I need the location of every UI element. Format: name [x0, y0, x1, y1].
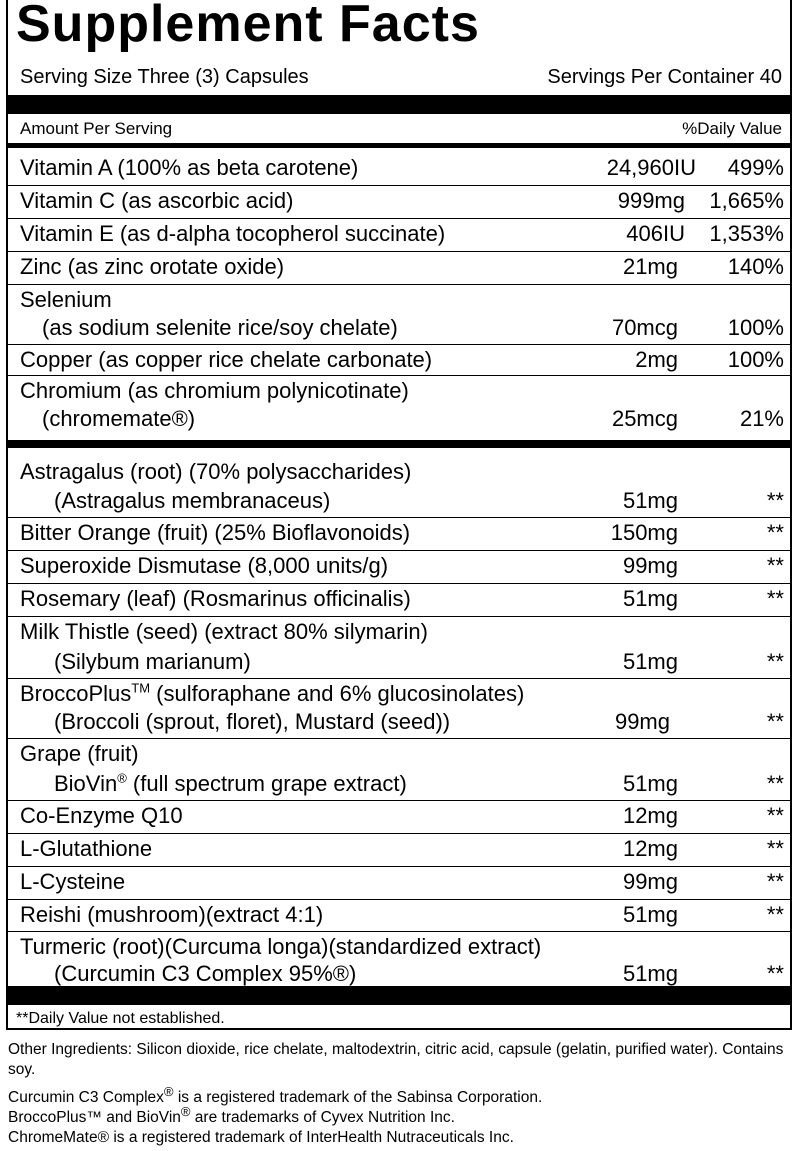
nutrient-name: Selenium: [20, 287, 112, 312]
nutrient-dv: 499%: [727, 155, 784, 180]
ingredient-row-grape: [8, 738, 790, 801]
supplement-facts-panel: [6, 0, 792, 1030]
nutrient-row-zinc: [8, 251, 790, 285]
ingredient-dv: **: [766, 586, 784, 611]
ingredient-name: L-Cysteine: [20, 869, 126, 894]
ingredient-row-turmeric: [8, 931, 790, 987]
ingredient-dv: **: [766, 902, 784, 927]
ingredient-row-bitter-orange: [8, 517, 790, 551]
ingredient-dv: **: [766, 709, 784, 734]
ingredient-dv: **: [766, 649, 784, 674]
daily-value-footnote: **Daily Value not established.: [16, 1010, 225, 1027]
ingredient-name: Turmeric (root)(Curcuma longa)(standardized extract): [20, 934, 542, 959]
nutrient-name: Copper (as copper rice chelate carbonate): [20, 347, 433, 372]
trademark-chromemate: ChromeMate® is a registered trademark of InterHealth Nutraceuticals Inc.: [8, 1129, 514, 1146]
ingredient-row-sod: [8, 550, 790, 584]
other-ingredients: Other Ingredients: Silicon dioxide, rice chelate, maltodextrin, citric acid, capsule (gelatin, purified water). Contains soy.: [8, 1041, 784, 1078]
divider-middle: [8, 440, 790, 448]
nutrient-name: Chromium (as chromium polynicotinate): [20, 378, 409, 403]
ingredient-name: Bitter Orange (fruit) (25% Bioflavonoids): [20, 520, 411, 545]
servings-per-container: Servings Per Container 40: [547, 66, 782, 88]
ingredient-row-coq10: [8, 800, 790, 834]
ingredient-amount: 51mg: [622, 586, 678, 611]
ingredient-name: BroccoPlus™ (sulforaphane and 6% glucosinolates): [20, 680, 525, 706]
nutrient-amount: 999mg: [617, 188, 685, 213]
ingredient-row-astragalus: [8, 456, 790, 517]
ingredient-row-broccoplus: [8, 678, 790, 739]
ingredient-row-milk-thistle: [8, 616, 790, 679]
ingredient-dv: **: [766, 771, 784, 796]
ingredient-amount: 99mg: [622, 553, 678, 578]
nutrient-dv: 1,353%: [709, 221, 784, 246]
nutrient-dv: 21%: [739, 406, 784, 431]
ingredient-dv: **: [766, 553, 784, 578]
ingredient-name: Rosemary (leaf) (Rosmarinus officinalis): [20, 586, 411, 611]
ingredient-source: BioVin® (full spectrum grape extract): [54, 770, 407, 796]
ingredient-amount: 99mg: [614, 709, 670, 734]
ingredient-dv: **: [766, 488, 784, 513]
ingredient-name: Co-Enzyme Q10: [20, 803, 183, 828]
nutrient-row-chromium: [8, 375, 790, 436]
nutrient-name: Vitamin A (100% as beta carotene): [20, 155, 359, 180]
ingredient-source: (Curcumin C3 Complex 95%®): [54, 961, 357, 986]
ingredient-row-cysteine: [8, 866, 790, 900]
ingredient-amount: 51mg: [622, 488, 678, 513]
trademark-curcumin: Curcumin C3 Complex® is a registered trademark of the Sabinsa Corporation.: [8, 1083, 543, 1106]
nutrient-dv: 140%: [727, 254, 784, 279]
thick-divider-top: [8, 95, 790, 114]
panel-title: Supplement Facts: [16, 0, 480, 53]
ingredient-amount: 12mg: [622, 803, 678, 828]
ingredient-dv: **: [766, 520, 784, 545]
ingredient-source: (Broccoli (sprout, floret), Mustard (seed)): [54, 709, 451, 734]
nutrient-amount: 70mcg: [611, 315, 678, 340]
ingredient-source: (Silybum marianum): [54, 649, 251, 674]
nutrient-row-vitamin-c: [8, 185, 790, 219]
nutrient-row-selenium: [8, 284, 790, 345]
ingredient-name: Reishi (mushroom)(extract 4:1): [20, 902, 324, 927]
ingredient-amount: 51mg: [622, 771, 678, 796]
ingredient-amount: 51mg: [622, 649, 678, 674]
divider-header: [8, 143, 790, 148]
nutrient-dv: 100%: [727, 347, 784, 372]
nutrient-row-vitamin-a: [8, 153, 790, 185]
nutrient-name: Vitamin C (as ascorbic acid): [20, 188, 294, 213]
nutrient-row-vitamin-e: [8, 218, 790, 252]
nutrient-name: Vitamin E (as d-alpha tocopherol succinate): [20, 221, 446, 246]
nutrient-source: (as sodium selenite rice/soy chelate): [42, 315, 398, 340]
ingredient-amount: 12mg: [622, 836, 678, 861]
ingredient-dv: **: [766, 803, 784, 828]
nutrient-dv: 100%: [727, 315, 784, 340]
ingredient-name: Astragalus (root) (70% polysaccharides): [20, 459, 412, 484]
serving-size: Serving Size Three (3) Capsules: [20, 66, 309, 88]
ingredient-name: Grape (fruit): [20, 741, 139, 766]
nutrient-name: Zinc (as zinc orotate oxide): [20, 254, 285, 279]
ingredient-row-rosemary: [8, 583, 790, 617]
nutrient-amount: 406IU: [626, 221, 685, 246]
ingredient-source: (Astragalus membranaceus): [54, 488, 331, 513]
ingredient-amount: 51mg: [622, 961, 678, 986]
nutrient-amount: 24,960IU: [606, 155, 696, 180]
ingredient-dv: **: [766, 869, 784, 894]
nutrient-amount: 2mg: [635, 347, 678, 372]
ingredient-name: Milk Thistle (seed) (extract 80% silymarin): [20, 619, 428, 644]
ingredient-name: L-Glutathione: [20, 836, 153, 861]
ingredient-name: Superoxide Dismutase (8,000 units/g): [20, 553, 389, 578]
ingredient-dv: **: [766, 961, 784, 986]
daily-value-header: %Daily Value: [682, 119, 782, 138]
ingredient-row-glutathione: [8, 833, 790, 867]
amount-per-serving-header: Amount Per Serving: [20, 119, 173, 138]
ingredient-amount: 150mg: [610, 520, 678, 545]
nutrient-source: (chromemate®): [42, 406, 196, 431]
nutrient-amount: 21mg: [622, 254, 678, 279]
thick-divider-bottom: [8, 986, 790, 1005]
trademark-broccoplus-biovin: BroccoPlus™ and BioVin® are trademarks of Cyvex Nutrition Inc.: [8, 1103, 455, 1126]
ingredient-row-reishi: [8, 899, 790, 932]
nutrient-row-copper: [8, 344, 790, 376]
ingredient-amount: 51mg: [622, 902, 678, 927]
ingredient-amount: 99mg: [622, 869, 678, 894]
nutrient-amount: 25mcg: [611, 406, 678, 431]
ingredient-dv: **: [766, 836, 784, 861]
nutrient-dv: 1,665%: [709, 188, 784, 213]
